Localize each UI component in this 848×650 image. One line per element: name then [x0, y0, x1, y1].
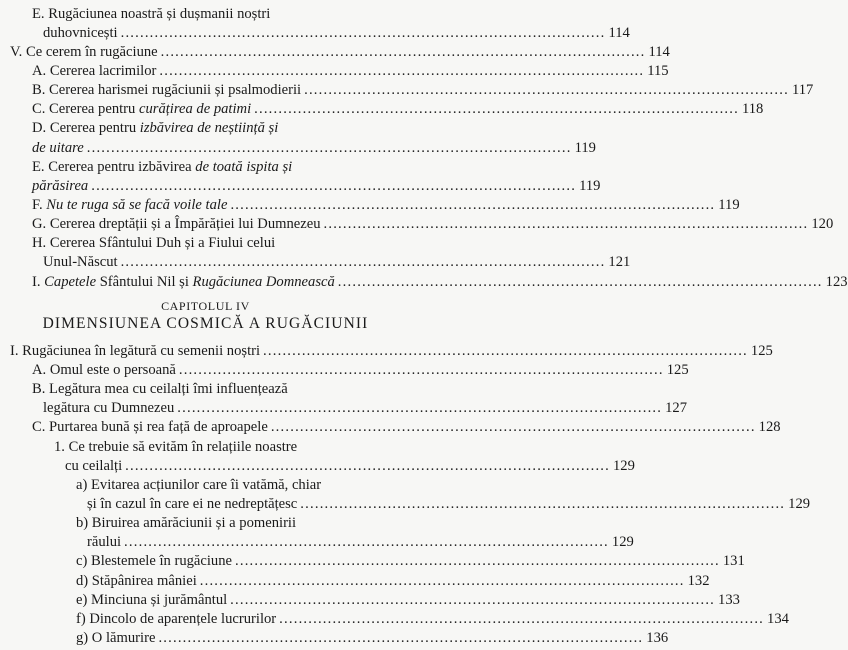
toc-entry-text: d) Stăpânirea mâniei [76, 572, 197, 589]
toc-entry [32, 361, 689, 380]
page-number: 114 [648, 43, 670, 60]
toc-entry-text: I. Rugăciunea în legătură cu semenii noștri [10, 342, 261, 359]
leader-dots: .................................................................................................... [120, 254, 606, 271]
leader-dots: .................................................................................................... [86, 139, 572, 156]
page-number: 119 [579, 177, 601, 194]
page-number: 134 [767, 610, 789, 627]
leader-dots: .................................................................................................... [263, 342, 748, 359]
toc-entry [76, 514, 634, 552]
leader-dots: .................................................................................................... [304, 82, 789, 99]
toc-entry-text: 1. Ce trebuie să evităm în relațiile noastre [54, 438, 298, 455]
leader-dots: .................................................................................................... [230, 591, 716, 608]
page-number: 115 [647, 63, 669, 79]
toc-entry-text: a) Evitarea acțiunilor care îi vatămă, chiar [76, 476, 322, 493]
toc-entry-text: părăsirea [32, 177, 89, 194]
leader-dots: .................................................................................................... [337, 273, 823, 290]
toc-entry-text: A. Cererea lacrimilor [32, 63, 157, 79]
toc-entry-text: Unul-Născut [43, 254, 118, 271]
page-number: 132 [687, 572, 710, 589]
leader-dots: .................................................................................................... [160, 43, 646, 60]
leader-dots: .................................................................................................... [323, 216, 809, 233]
toc-entry-text: de uitare [32, 139, 84, 156]
page-number: 125 [666, 362, 689, 378]
toc-entry [76, 572, 710, 591]
toc-entry [32, 380, 688, 418]
leader-dots: .................................................................................................... [178, 362, 664, 378]
leader-dots: .................................................................................................... [270, 419, 756, 436]
toc-entry-text: duhovnicești [43, 24, 118, 41]
page-number: 123 [825, 273, 848, 290]
toc-entry [76, 552, 745, 571]
toc-entry [76, 476, 811, 514]
toc-entry [32, 158, 601, 196]
toc-entry-text: A. Omul este o persoană [32, 362, 176, 378]
toc-entry-text: g) O lămurire [76, 630, 156, 646]
page-number: 119 [718, 197, 740, 213]
toc-entry-text: b) Biruirea amărăciunii și a pomenirii [76, 515, 297, 532]
leader-dots: .................................................................................................... [177, 400, 663, 417]
toc-entry [32, 215, 834, 234]
toc-entry-text: E. Rugăciunea noastră și dușmanii noștri [32, 5, 271, 22]
toc-entry-text: și în cazul în care ei ne nedreptățesc [87, 496, 298, 513]
toc-entry-text: C. Purtarea bună și rea față de aproapele [32, 419, 268, 436]
leader-dots: .................................................................................................... [125, 457, 610, 474]
toc-entry-text: răului [87, 534, 122, 551]
page-number: 128 [758, 419, 781, 436]
toc-entry [76, 610, 789, 629]
page-number: 125 [750, 342, 773, 359]
chapter-title: DIMENSIUNEA COSMICĂ A RUGĂCIUNII [42, 314, 369, 332]
page-number: 120 [811, 216, 834, 233]
toc-entry [32, 234, 631, 272]
page-number: 131 [722, 553, 745, 570]
leader-dots: .................................................................................................... [254, 101, 739, 118]
page-number: 119 [574, 139, 596, 156]
toc-entry [32, 418, 781, 437]
toc-entry [32, 196, 740, 215]
toc-entry [32, 62, 669, 81]
leader-dots: .................................................................................................... [300, 496, 786, 513]
toc-entry [32, 5, 630, 43]
page-number: 129 [788, 496, 811, 513]
toc-entry-text: cu ceilalți [65, 457, 123, 474]
toc-entry-text: c) Blestemele în rugăciune [76, 553, 233, 570]
toc-entry [76, 629, 669, 648]
leader-dots: .................................................................................................... [124, 534, 609, 551]
page-number: 129 [611, 534, 634, 551]
page-number: 118 [741, 101, 764, 118]
leader-dots: .................................................................................................... [230, 197, 716, 213]
toc-entry-text: e) Minciuna și jurământul [76, 591, 228, 608]
toc-entry-text: B. Legătura mea cu ceilalți îmi influențează [32, 381, 288, 398]
toc-entry [10, 43, 670, 62]
page-number: 136 [646, 630, 669, 646]
leader-dots: .................................................................................................... [158, 630, 644, 646]
toc-entry-text: legătura cu Dumnezeu [43, 400, 175, 417]
toc-entry [10, 342, 773, 361]
toc-entry-text: H. Cererea Sfântului Duh și a Fiului celui [32, 235, 276, 252]
toc-entry-text: C. Cererea pentru curățirea de patimi [32, 101, 252, 118]
page-number: 129 [612, 457, 635, 474]
leader-dots: .................................................................................................... [120, 24, 606, 41]
toc-entry [32, 81, 814, 100]
leader-dots: .................................................................................................... [199, 572, 685, 589]
chapter-label: CAPITOLUL IV [161, 299, 250, 313]
toc-entry-text: E. Cererea pentru izbăvirea de toată ispita și [32, 158, 293, 175]
toc-entry [32, 119, 596, 157]
page-number: 114 [608, 24, 630, 41]
toc-entry-text: V. Ce cerem în rugăciune [10, 43, 158, 60]
leader-dots: .................................................................................................... [91, 177, 577, 194]
page-number: 121 [608, 254, 631, 271]
toc-entry-text: f) Dincolo de aparențele lucrurilor [76, 610, 277, 627]
page-number: 127 [665, 400, 688, 417]
toc-entry-text: F. Nu te ruga să se facă voile tale [32, 197, 228, 213]
toc-entry-text: I. Capetele Sfântului Nil și Rugăciunea Domnească [32, 273, 335, 290]
leader-dots: .................................................................................................... [159, 63, 645, 79]
page-number: 133 [718, 591, 740, 608]
page-number: 117 [791, 82, 814, 99]
toc-entry [32, 273, 848, 292]
toc-entry [76, 591, 740, 610]
toc-entry-text: B. Cererea harismei rugăciunii și psalmodierii [32, 82, 302, 99]
toc-entry [32, 100, 764, 119]
leader-dots: .................................................................................................... [235, 553, 720, 570]
toc-entry-text: D. Cererea pentru izbăvirea de neștiință și [32, 120, 279, 137]
leader-dots: .................................................................................................... [279, 610, 765, 627]
toc-entry-text: G. Cererea dreptății și a Împărăției lui Dumnezeu [32, 216, 321, 233]
toc-entry [54, 438, 635, 476]
